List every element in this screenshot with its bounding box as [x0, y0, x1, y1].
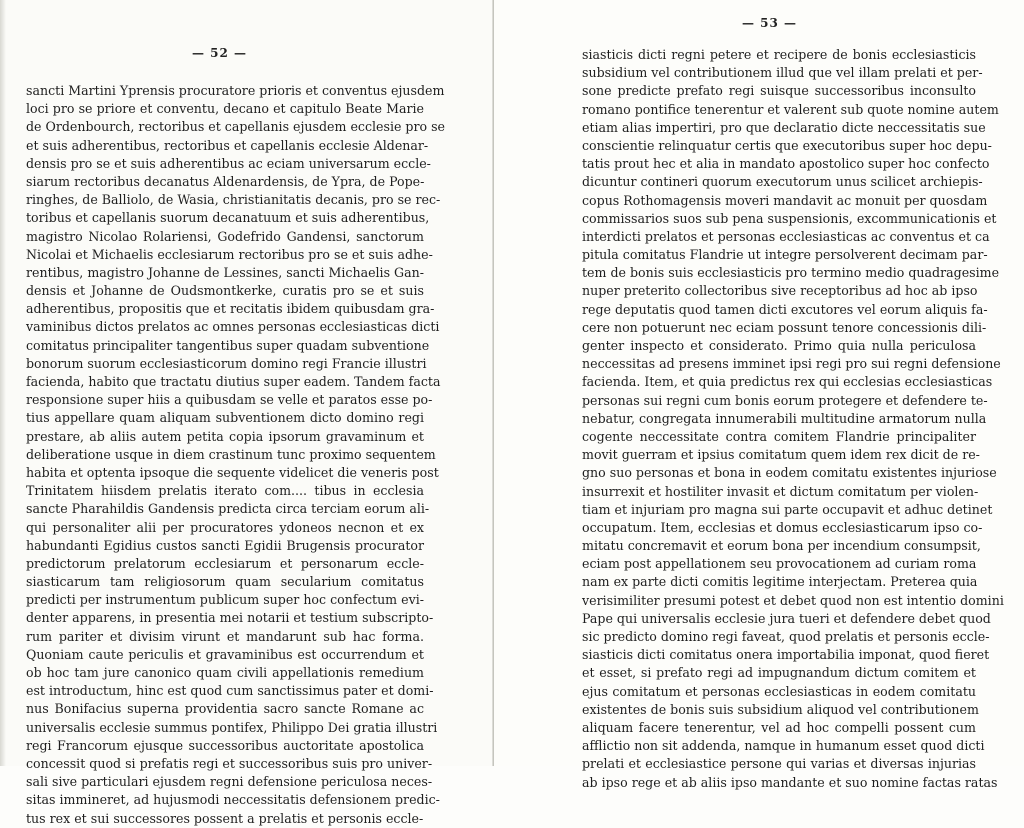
- left-page: [0, 0, 494, 826]
- text-line: conscientie relinquatur certis que executoribus super hoc depu-: [582, 137, 992, 153]
- text-line: Quoniam caute periculis et gravaminibus est occurrendum et: [26, 646, 424, 662]
- text-line: est introductum, hinc est quod cum sanctissimus pater et domi-: [26, 683, 434, 699]
- text-line: tius appellare quam aliquam subventionem dicto domino regi: [26, 410, 424, 426]
- text-line: predicti per instrumentum publicum super hoc confectum evi-: [26, 592, 424, 608]
- text-line: sitas immineret, ad hujusmodi neccessitatis defensionem predic-: [26, 792, 440, 808]
- text-line: sancti Martini Yprensis procuratore prioris et conventus ejusdem: [26, 83, 445, 98]
- text-line: insurrexit et hostiliter invasit et dictum comitatum per violen-: [582, 483, 979, 499]
- text-line: concessit quod si prefatis regi et successoribus suis pro univer-: [26, 755, 433, 771]
- text-line: rege deputatis quod tamen dicti excutores vel eorum aliquis fa-: [582, 301, 988, 317]
- text-line: ejus comitatum et personas ecclesiasticas in eodem comitatu: [582, 683, 976, 699]
- text-line: dicuntur contineri quorum executorum unus scilicet archiepis-: [582, 174, 983, 190]
- text-line: sali sive particulari ejusdem regni defensione periculosa neces-: [26, 774, 433, 790]
- text-line: densis pro se et suis adherentibus ac eciam universarum eccle-: [26, 155, 431, 171]
- text-line: Pape qui universalis ecclesie jura tueri et defendere debet quod: [582, 610, 991, 626]
- text-line: afflictio non sit addenda, namque in humanum esset quod dicti: [582, 738, 985, 754]
- text-line: movit guerram et ipsius comitatum quem idem rex dicit de re-: [582, 447, 980, 463]
- text-line: copus Rothomagensis moveri mandavit ac monuit per quosdam: [582, 192, 988, 208]
- text-line: denter apparens, in presentia mei notarii et testium subscripto-: [26, 610, 434, 626]
- text-line: regi Francorum ejusque successoribus auctoritate apostolica: [26, 737, 424, 753]
- text-line: siarum rectoribus decanatus Aldenardensis, de Ypra, de Pope-: [26, 173, 425, 189]
- text-line: nuper preterito collectoribus sive receptoribus ad hoc ab ipso: [582, 283, 978, 299]
- text-line: facienda. Item, et quia predictus rex qui ecclesias ecclesiasticas: [582, 374, 993, 390]
- text-line: densis et Johanne de Oudsmontkerke, curatis pro se et suis: [26, 283, 424, 299]
- text-line: loci pro se priore et conventu, decano et capitulo Beate Marie: [26, 101, 424, 117]
- text-line: sic predicto domino regi faveat, quod prelatis et personis eccle-: [582, 629, 990, 644]
- text-line: nam ex parte dicti comitis legitime interjectam. Preterea quia: [582, 574, 978, 590]
- text-line: de Ordenbourch, rectoribus et capellanis ejusdem ecclesie pro se: [26, 119, 446, 135]
- text-line: et suis adherentibus, rectoribus et capellanis ecclesie Aldenar-: [26, 137, 429, 153]
- text-line: vaminibus dictos prelatos ac omnes personas ecclesiasticas dicti: [26, 319, 440, 335]
- text-line: siasticis dicti regni petere et recipere de bonis ecclesiasticis: [582, 47, 976, 62]
- text-line: personas sui regni cum bonis eorum protegere et defendere te-: [582, 392, 988, 408]
- left-page-text: [26, 82, 446, 828]
- text-line: responsione super hiis a quibusdam se velle et paratos esse po-: [26, 392, 433, 408]
- text-line: interdicti prelatos et personas ecclesiasticas ac conventus et ca: [582, 228, 990, 244]
- text-line: nus Bonifacius superna providentia sacro sancte Romane ac: [26, 701, 424, 717]
- text-line: magistro Nicolao Rolariensi, Godefrido Gandensi, sanctorum: [26, 228, 424, 244]
- right-page-number: — 53 —: [742, 16, 798, 30]
- text-line: aliquam facere tenerentur, vel ad hoc compelli possent cum: [582, 719, 976, 735]
- text-line: neccessitas ad presens imminet ipsi regi pro sui regni defensione: [582, 356, 1001, 372]
- text-line: romano pontifice tenerentur et valerent sub quote nomine autem: [582, 101, 999, 117]
- right-page-text: [582, 46, 1004, 792]
- text-line: sancte Pharahildis Gandensis predicta circa terciam eorum ali-: [26, 501, 430, 517]
- text-line: tus rex et sui successores possent a prelatis et personis eccle-: [26, 810, 424, 826]
- text-line: prestare, ab aliis autem petita copia ipsorum gravaminum et: [26, 428, 424, 444]
- text-line: et esset, si prefato regi ad impugnandum dictum comitem et: [582, 665, 976, 681]
- text-line: adherentibus, propositis que et recitatis ibidem quibusdam gra-: [26, 301, 435, 317]
- text-line: etiam alias impertiri, pro que declaratio dicte neccessitatis sue: [582, 119, 986, 135]
- text-line: universalis ecclesie summus pontifex, Philippo Dei gratia illustri: [26, 719, 438, 735]
- text-line: toribus et capellanis suorum decanatuum et suis adherentibus,: [26, 210, 430, 226]
- text-line: subsidium vel contributionem illud que vel illam prelati et per-: [582, 65, 983, 81]
- text-line: tem de bonis suis ecclesiasticis pro termino medio quadragesime: [582, 265, 1000, 281]
- text-line: predictorum prelatorum ecclesiarum et personarum eccle-: [26, 555, 424, 571]
- text-line: siasticarum tam religiosorum quam secularium comitatus: [26, 574, 424, 590]
- text-line: ringhes, de Balliolo, de Wasia, christianitatis decanis, pro se rec-: [26, 192, 441, 208]
- text-line: bonorum suorum ecclesiasticorum domino regi Francie illustri: [26, 355, 427, 371]
- right-page: [494, 0, 1024, 790]
- text-line: ob hoc tam jure canonico quam civili appellationis remedium: [26, 665, 424, 680]
- text-line: habundanti Egidius custos sancti Egidii Brugensis procurator: [26, 537, 424, 553]
- text-line: pitula comitatus Flandrie ut integre persolverent decimam par-: [582, 247, 988, 263]
- text-line: mitatu concremavit et eorum bona per incendium consumpsit,: [582, 538, 981, 554]
- text-line: deliberatione usque in diem crastinum tunc proximo sequentem: [26, 446, 436, 462]
- text-line: ab ipso rege et ab aliis ipso mandante et suo nomine factas ratas: [582, 774, 998, 790]
- text-line: existentes de bonis suis subsidium aliquod vel contributionem: [582, 701, 979, 717]
- text-line: tatis prout hec et alia in mandato apostolico super hoc confecto: [582, 156, 990, 172]
- text-line: commissarios suos sub pena suspensionis, excommunicationis et: [582, 210, 997, 226]
- text-line: genter inspecto et considerato. Primo quia nulla periculosa: [582, 338, 976, 353]
- text-line: gno suo personas et bona in eodem comitatu existentes injuriose: [582, 465, 997, 481]
- text-line: cere non potuerunt nec eciam possunt tenore concessionis dili-: [582, 319, 987, 335]
- text-line: tiam et injuriam pro magna sui parte occupavit et adhuc detinet: [582, 501, 993, 517]
- text-line: rentibus, magistro Johanne de Lessines, sancti Michaelis Gan-: [26, 264, 424, 280]
- left-page-number: — 52 —: [192, 46, 248, 60]
- text-line: habita et optenta ipsoque die sequente videlicet die veneris post: [26, 464, 439, 480]
- text-line: siasticis dicti comitatus onera importabilia imponat, quod fieret: [582, 647, 990, 663]
- page-edge-shadow: [0, 0, 6, 766]
- text-line: occupatum. Item, ecclesias et domus ecclesiasticarum ipso co-: [582, 519, 983, 535]
- text-line: cogente neccessitate contra comitem Flandrie principaliter: [582, 428, 976, 444]
- text-line: qui personaliter alii per procuratores ydoneos necnon et ex: [26, 519, 424, 535]
- text-line: verisimiliter presumi potest et debet quod non est intentio domini: [582, 592, 1004, 608]
- text-line: facienda, habito que tractatu diutius super eadem. Tandem facta: [26, 374, 441, 389]
- text-line: Nicolai et Michaelis ecclesiarum rectoribus pro se et suis adhe-: [26, 246, 433, 262]
- text-line: prelati et ecclesiastice persone qui varias et diversas injurias: [582, 756, 976, 772]
- text-line: rum pariter et divisim virunt et mandarunt sub hac forma.: [26, 628, 424, 644]
- text-line: eciam post appellationem seu provocationem ad curiam roma: [582, 556, 977, 572]
- text-line: Trinitatem hiisdem prelatis iterato com.... tibus in ecclesia: [26, 483, 424, 499]
- text-line: sone predicte prefato regi suisque successoribus inconsulto: [582, 83, 976, 99]
- text-line: nebatur, congregata innumerabili multitudine armatorum nulla: [582, 410, 987, 426]
- text-line: comitatus principaliter tangentibus super quadam subventione: [26, 337, 430, 353]
